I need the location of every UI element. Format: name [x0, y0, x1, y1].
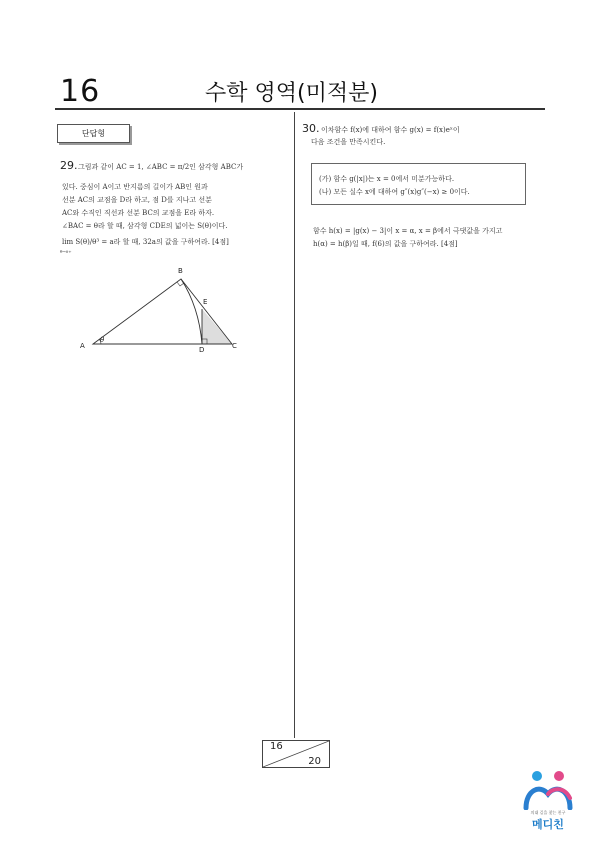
q29-line: ∠BAC = θ라 할 때, 삼각형 CDE의 넓이는 S(θ)이다. — [62, 222, 228, 230]
label-d: D — [199, 346, 205, 354]
page-indicator — [262, 740, 330, 768]
page-title: 수학 영역(미적분) — [205, 81, 378, 106]
q29-number: 29. — [60, 159, 78, 172]
page-number: 16 — [60, 74, 101, 109]
q29-line: 선분 AC의 교점을 D라 하고, 점 D를 지나고 선분 — [62, 196, 212, 204]
column-divider — [294, 112, 295, 738]
header-rule — [55, 108, 545, 110]
label-theta: θ — [100, 336, 105, 344]
q29-line: AC와 수직인 직선과 선분 BC의 교점을 E라 하자. — [62, 209, 215, 217]
label-e: E — [203, 298, 208, 306]
q29-limit-subscript: θ→0+ — [60, 249, 72, 254]
current-page: 16 — [270, 741, 283, 752]
logo-figures-icon — [520, 768, 576, 810]
conditions-box — [311, 163, 526, 205]
label-a: A — [80, 342, 85, 350]
q29-line: lim S(θ)/θ³ = a라 할 때, 32a의 값을 구하여라. [4점] — [62, 238, 229, 246]
label-b: B — [178, 267, 183, 275]
logo-tagline: 의대 길을 찾는 친구 — [530, 810, 566, 815]
answer-type-badge: 단답형 — [57, 124, 130, 143]
condition-ga: (가) 함수 g(|x|)는 x = 0에서 미분가능하다. — [319, 175, 455, 183]
q30-intro-line: 다음 조건을 만족시킨다. — [311, 138, 386, 146]
arc-bd — [181, 279, 202, 344]
label-c: C — [232, 342, 237, 350]
logo-name: 메디친 — [532, 818, 564, 831]
q30-intro-line: 이차함수 f(x)에 대하여 함수 g(x) = f(x)eˣ이 — [321, 126, 460, 134]
condition-na: (나) 모든 실수 x에 대하여 g″(x)g″(−x) ≥ 0이다. — [319, 188, 470, 196]
q30-body-line: 함수 h(x) = |g(x) − 3|이 x = α, x = β에서 극댓값을 가지고 — [313, 227, 503, 235]
brand-logo — [520, 768, 576, 830]
q30-number: 30. — [302, 122, 320, 135]
q29-line: 있다. 중심이 A이고 반지름의 길이가 AB인 원과 — [62, 183, 208, 191]
q29-line: 그림과 같이 AC = 1, ∠ABC = π/2인 삼각형 ABC가 — [78, 163, 244, 171]
q29-triangle-figure — [75, 262, 250, 362]
q30-body-line: h(α) = h(β)일 때, f(6)의 값을 구하여라. [4점] — [313, 240, 458, 248]
total-pages: 20 — [308, 756, 321, 767]
